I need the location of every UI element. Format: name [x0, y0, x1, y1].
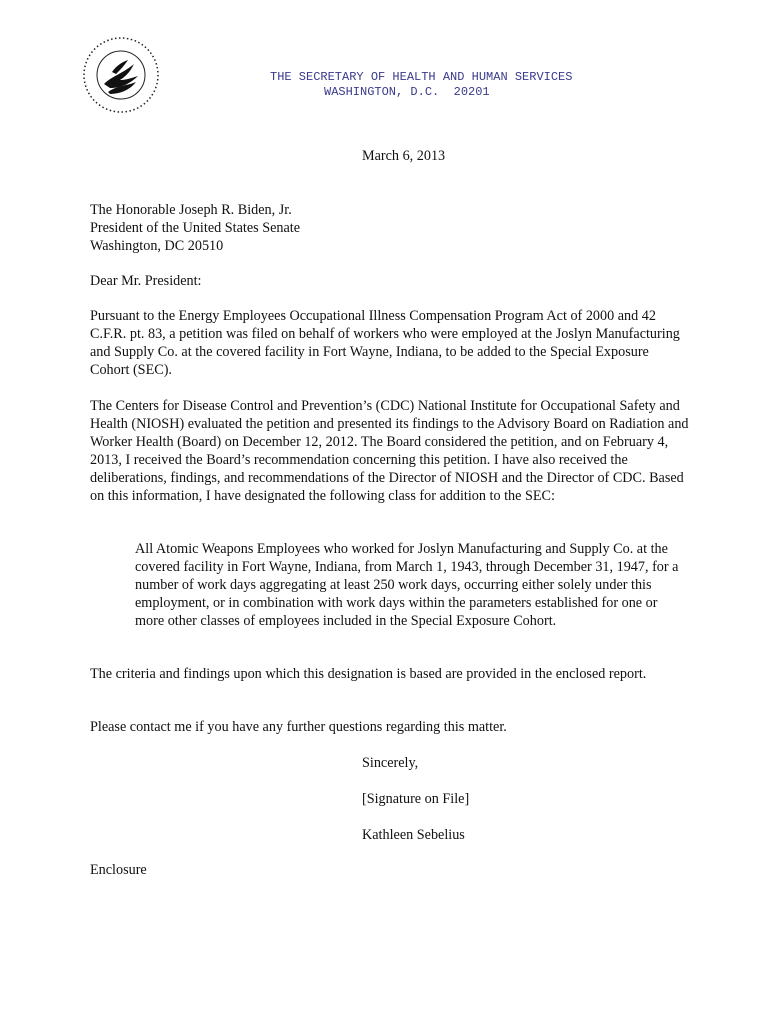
signature-note: [Signature on File] [362, 791, 470, 807]
hhs-seal-icon [82, 36, 160, 114]
letter-date: March 6, 2013 [362, 148, 446, 164]
recipient-title: President of the United States Senate [90, 220, 301, 236]
recipient-city: Washington, DC 20510 [90, 238, 224, 254]
letterhead [200, 70, 660, 100]
class-definition: All Atomic Weapons Employees who worked for Joslyn Manufacturing and Supply Co. at the covered facility in Fort Wayne, Indiana, from March 1, 1943, through December 31, 1947, for a number of work days aggregating at least 250 work days, occurring either solely under this employment, or in combination with work days within the parameters established for one or more other classes of employees included in the Special Exposure Cohort. [135, 541, 679, 629]
enclosure-note: Enclosure [90, 862, 147, 878]
body-paragraph: Please contact me if you have any further questions regarding this matter. [90, 719, 507, 735]
body-paragraph: The criteria and findings upon which this designation is based are provided in the enclosed report. [90, 666, 647, 682]
body-paragraph: The Centers for Disease Control and Prevention’s (CDC) National Institute for Occupational Safety and Health (NIOSH) evaluated the petition and presented its findings to the Advisory Board on Radiation and Worker Health (Board) on December 12, 2012. The Board considered the petition, and on February 4, 2013, I received the Board’s recommendation concerning this petition. I have also received the deliberations, findings, and recommendations of the Director of NIOSH and the Director of CDC. Based on this information, I have designated the following class for addition to the SEC: [90, 398, 689, 504]
signer-name: Kathleen Sebelius [362, 827, 465, 843]
salutation: Dear Mr. President: [90, 273, 202, 289]
body-paragraph: Pursuant to the Energy Employees Occupational Illness Compensation Program Act of 2000 and 42 C.F.R. pt. 83, a petition was filed on behalf of workers who were employed at the Joslyn Manufacturing and Supply Co. at the covered facility in Fort Wayne, Indiana, to be added to the Special Exposure Cohort (SEC). [90, 308, 680, 378]
letterhead-location: WASHINGTON, D.C. 20201 [324, 85, 490, 99]
recipient-name: The Honorable Joseph R. Biden, Jr. [90, 202, 292, 218]
letterhead-title: THE SECRETARY OF HEALTH AND HUMAN SERVICES [270, 70, 573, 84]
closing: Sincerely, [362, 755, 419, 771]
recipient-address [90, 201, 300, 255]
